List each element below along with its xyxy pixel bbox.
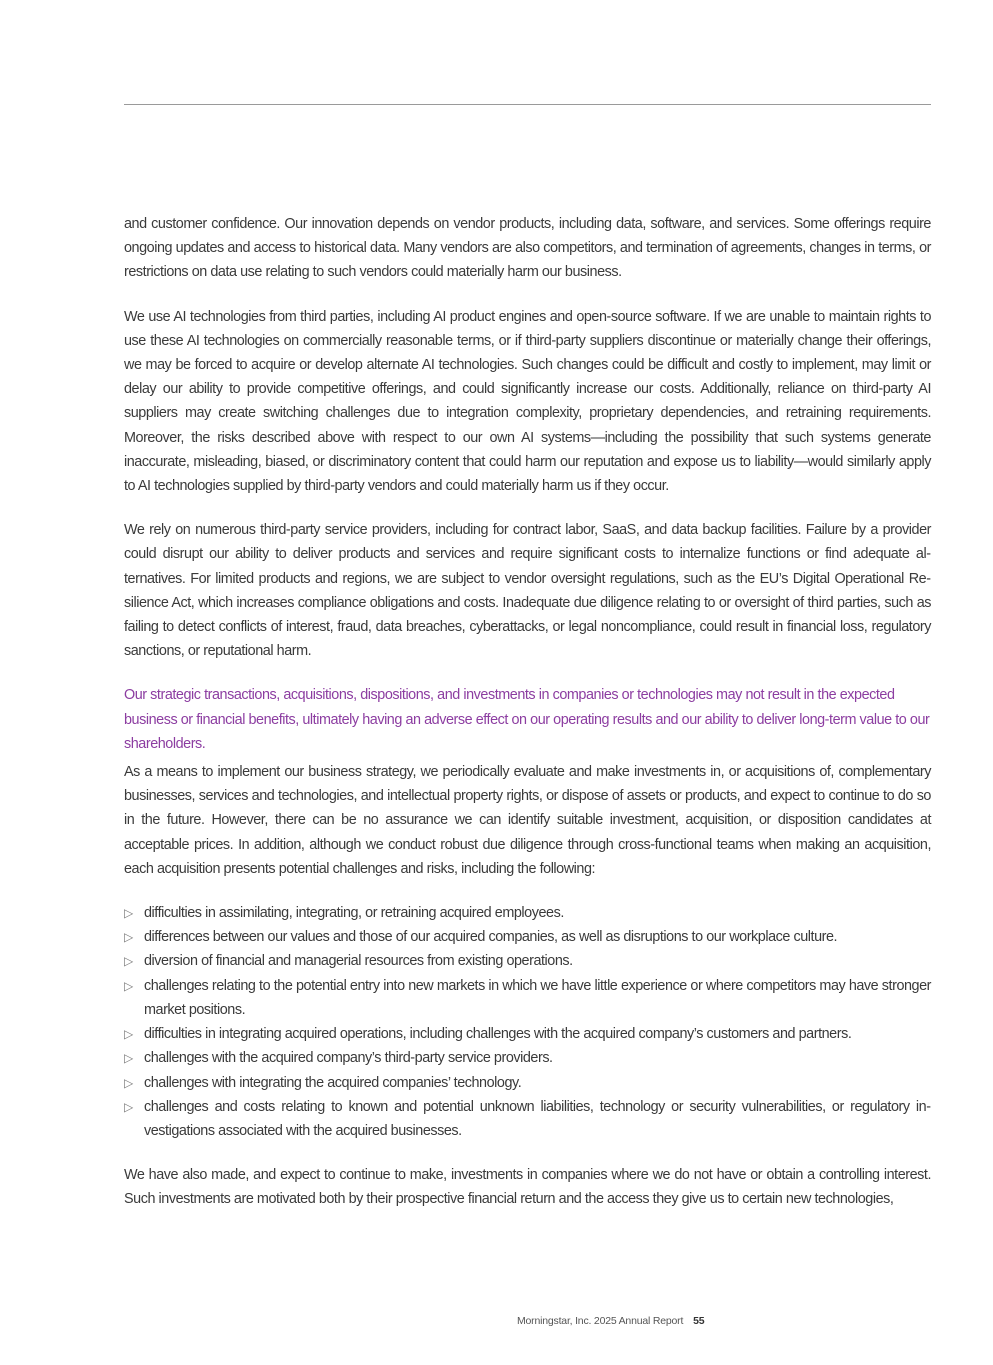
triangle-bullet-icon: ▷ bbox=[124, 1051, 133, 1066]
list-item: ▷ challenges with the acquired company’s third-party service providers. bbox=[124, 1046, 931, 1070]
header-rule bbox=[124, 104, 931, 105]
list-item: ▷ difficulties in assimilating, integrating, or retraining acquired employees. bbox=[124, 901, 931, 925]
page-footer bbox=[517, 1315, 704, 1327]
triangle-bullet-icon: ▷ bbox=[124, 1075, 133, 1090]
list-item: ▷ diversion of financial and managerial resources from existing operations. bbox=[124, 949, 931, 973]
triangle-bullet-icon: ▷ bbox=[124, 978, 133, 993]
list-item: ▷ challenges with integrating the acquired companies’ technology. bbox=[124, 1071, 931, 1095]
page-number: 55 bbox=[693, 1315, 705, 1327]
triangle-bullet-icon: ▷ bbox=[124, 954, 133, 969]
paragraph-vendor-dependence: and customer confidence. Our innovation depends on vendor products, including data, software, and services. Some offerings require ongoing updates and access to historical data. Many vendors are also competitors, and termination of agreements, changes in terms, or restrictions on data use relating to such vendors could materially harm our business. bbox=[124, 216, 931, 281]
section-heading-strategic-transactions: Our strategic transactions, acquisitions, dispositions, and investments in companies or technologies may not result in the expected business or financial benefits, ultimately having an adverse effect on our operating results and our ability to deliver long-term value to our shareholders. bbox=[124, 687, 930, 752]
footer-report-title: Morningstar, Inc. 2025 Annual Report bbox=[517, 1315, 684, 1327]
document-body bbox=[124, 212, 931, 1212]
acquisition-risks-list bbox=[124, 901, 931, 1143]
triangle-bullet-icon: ▷ bbox=[124, 1099, 133, 1114]
list-item: ▷ challenges relating to the potential entry into new markets in which we have little experience or where competitors may have stronger market positions. bbox=[124, 974, 931, 1022]
triangle-bullet-icon: ▷ bbox=[124, 1027, 133, 1042]
list-item: ▷ challenges and costs relating to known and potential unknown liabilities, technology or security vulnerabilities, or regulatory investigations associated with the acquired businesses. bbox=[124, 1095, 931, 1143]
list-item: ▷ difficulties in integrating acquired operations, including challenges with the acquired company’s customers and partners. bbox=[124, 1022, 931, 1046]
triangle-bullet-icon: ▷ bbox=[124, 906, 133, 921]
triangle-bullet-icon: ▷ bbox=[124, 930, 133, 945]
paragraph-minority-investments: We have also made, and expect to continue to make, investments in companies where we do not have or obtain a controlling interest. Such investments are motivated both by their prospective financial return and the access they give us to certain new technologies, bbox=[124, 1167, 931, 1208]
paragraph-third-party-ai: We use AI technologies from third parties, including AI product engines and open-source software. If we are unable to maintain rights to use these AI technologies on commercially reasonable terms, or if third-party suppliers discontinue or materially change their offerings, we may be forced to acquire or develop alternate AI technologies. Such changes could be difficult and costly to implement, may limit or delay our ability to provide competitive offerings, and could significantly increase our costs. Additionally, reliance on third-party AI suppliers may create switching challenges due to integration complexity, proprietary dependencies, and retraining requirements. Moreover, the risks described above with respect to our own AI systems—including the possibility that such systems generate inaccurate, misleading, biased, or discriminatory content that could harm our reputation and expose us to liability—would similarly apply to AI technologies supplied by third-party vendors and could materially harm us if they occur. bbox=[124, 308, 931, 495]
list-item: ▷ differences between our values and those of our acquired companies, as well as disruptions to our workplace culture. bbox=[124, 925, 931, 949]
paragraph-acquisition-strategy: As a means to implement our business strategy, we periodically evaluate and make investments in, or acquisitions of, complementary businesses, services and technologies, and intellectual property rights, or dispose of assets or products, and expect to continue to do so in the future. However, there can be no assurance we can identify suitable investment, acquisition, or disposition candidates at acceptable prices. In addition, although we conduct robust due diligence through cross-functional teams when making an acquisition, each acquisition presents potential challenges and risks, including the following: bbox=[124, 764, 931, 877]
paragraph-service-providers: We rely on numerous third-party service providers, including for contract labor, SaaS, and data backup facilities. Failure by a provider could disrupt our ability to deliver products and services and require significant costs to internalize functions or find adequate alternatives. For limited products and regions, we are subject to vendor oversight regulations, such as the EU’s Digital Operational Resilience Act, which increases compliance obligations and costs. Inadequate due diligence relating to or oversight of third parties, such as failing to detect conflicts of interest, fraud, data breaches, cyberattacks, or legal noncompliance, could result in financial loss, regulatory sanctions, or reputational harm. bbox=[124, 522, 931, 660]
